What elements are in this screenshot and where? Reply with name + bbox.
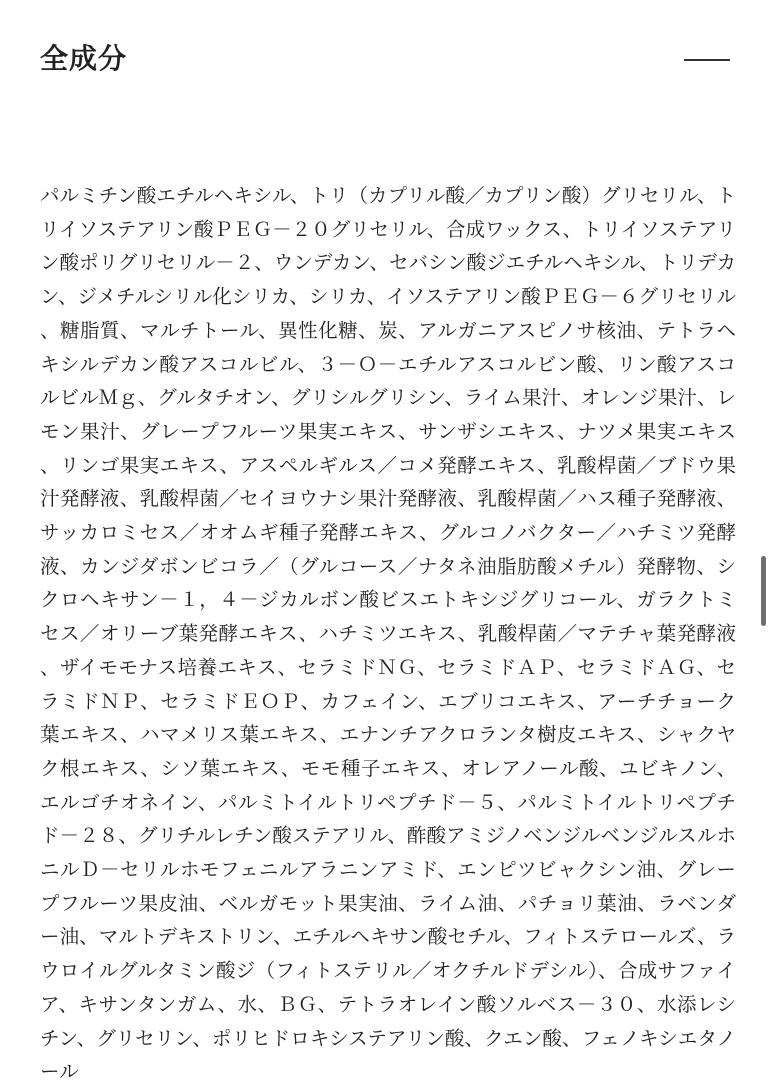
collapse-button[interactable] xyxy=(682,46,732,74)
section-header xyxy=(40,38,732,82)
ingredients-list: パルミチン酸エチルヘキシル、トリ（カプリル酸／カプリン酸）グリセリル、トリイソステアリン酸ＰＥＧ－２０グリセリル、合成ワックス、トリイソステアリン酸ポリグリセリル－２、ウンデカン、セバシン酸ジエチルヘキシル、トリデカン、ジメチルシリル化シリカ、シリカ、イソステアリン酸ＰＥＧ－６グリセリル、糖脂質、マルチトール、異性化糖、炭、アルガニアスピノサ核油、テトラヘキシルデカン酸アスコルビル、３－Ｏ－エチルアスコルビン酸、リン酸アスコルビルＭｇ、グルタチオン、グリシルグリシン、ライム果汁、オレンジ果汁、レモン果汁、グレープフルーツ果実エキス、サンザシエキス、ナツメ果実エキス、リンゴ果実エキス、アスペルギルス／コメ発酵エキス、乳酸桿菌／ブドウ果汁発酵液、乳酸桿菌／セイヨウナシ果汁発酵液、乳酸桿菌／ハス種子発酵液、サッカロミセス／オオムギ種子発酵エキス、グルコノバクター／ハチミツ発酵液、カンジダボンビコラ／（グルコース／ナタネ油脂肪酸メチル）発酵物、シクロヘキサン－１，４－ジカルボン酸ビスエトキシジグリコール、ガラクトミセス／オリーブ葉発酵エキス、ハチミツエキス、乳酸桿菌／マテチャ葉発酵液、ザイモモナス培養エキス、セラミドＮＧ、セラミドＡＰ、セラミドＡＧ、セラミドＮＰ、セラミドＥＯＰ、カフェイン、エブリコエキス、アーチチョーク葉エキス、ハマメリス葉エキス、エナンチアクロランタ樹皮エキス、シャクヤク根エキス、シソ葉エキス、モモ種子エキス、オレアノール酸、ユビキノン、エルゴチオネイン、パルミトイルトリペプチド－５、パルミトイルトリペプチド－２８、グリチルレチン酸ステアリル、酢酸アミジノベンジルベンジルスルホニルＤ－セリルホモフェニルアラニンアミド、エンピツビャクシン油、グレープフルーツ果皮油、ベルガモット果実油、ライム油、パチョリ葉油、ラベンダー油、マルトデキストリン、エチルヘキサン酸セチル、フィトステロールズ、ラウロイルグルタミン酸ジ（フィトステリル／オクチルドデシル）、合成サファイア、キサンタンガム、水、ＢＧ、テトラオレイン酸ソルベス－３０、水添レシチン、グリセリン、ポリヒドロキシステアリン酸、クエン酸、フェノキシエタノール xyxy=(40,184,736,1084)
scrollbar-thumb[interactable] xyxy=(761,556,766,626)
minus-icon xyxy=(684,59,730,61)
section-title: 全成分 xyxy=(40,42,128,75)
